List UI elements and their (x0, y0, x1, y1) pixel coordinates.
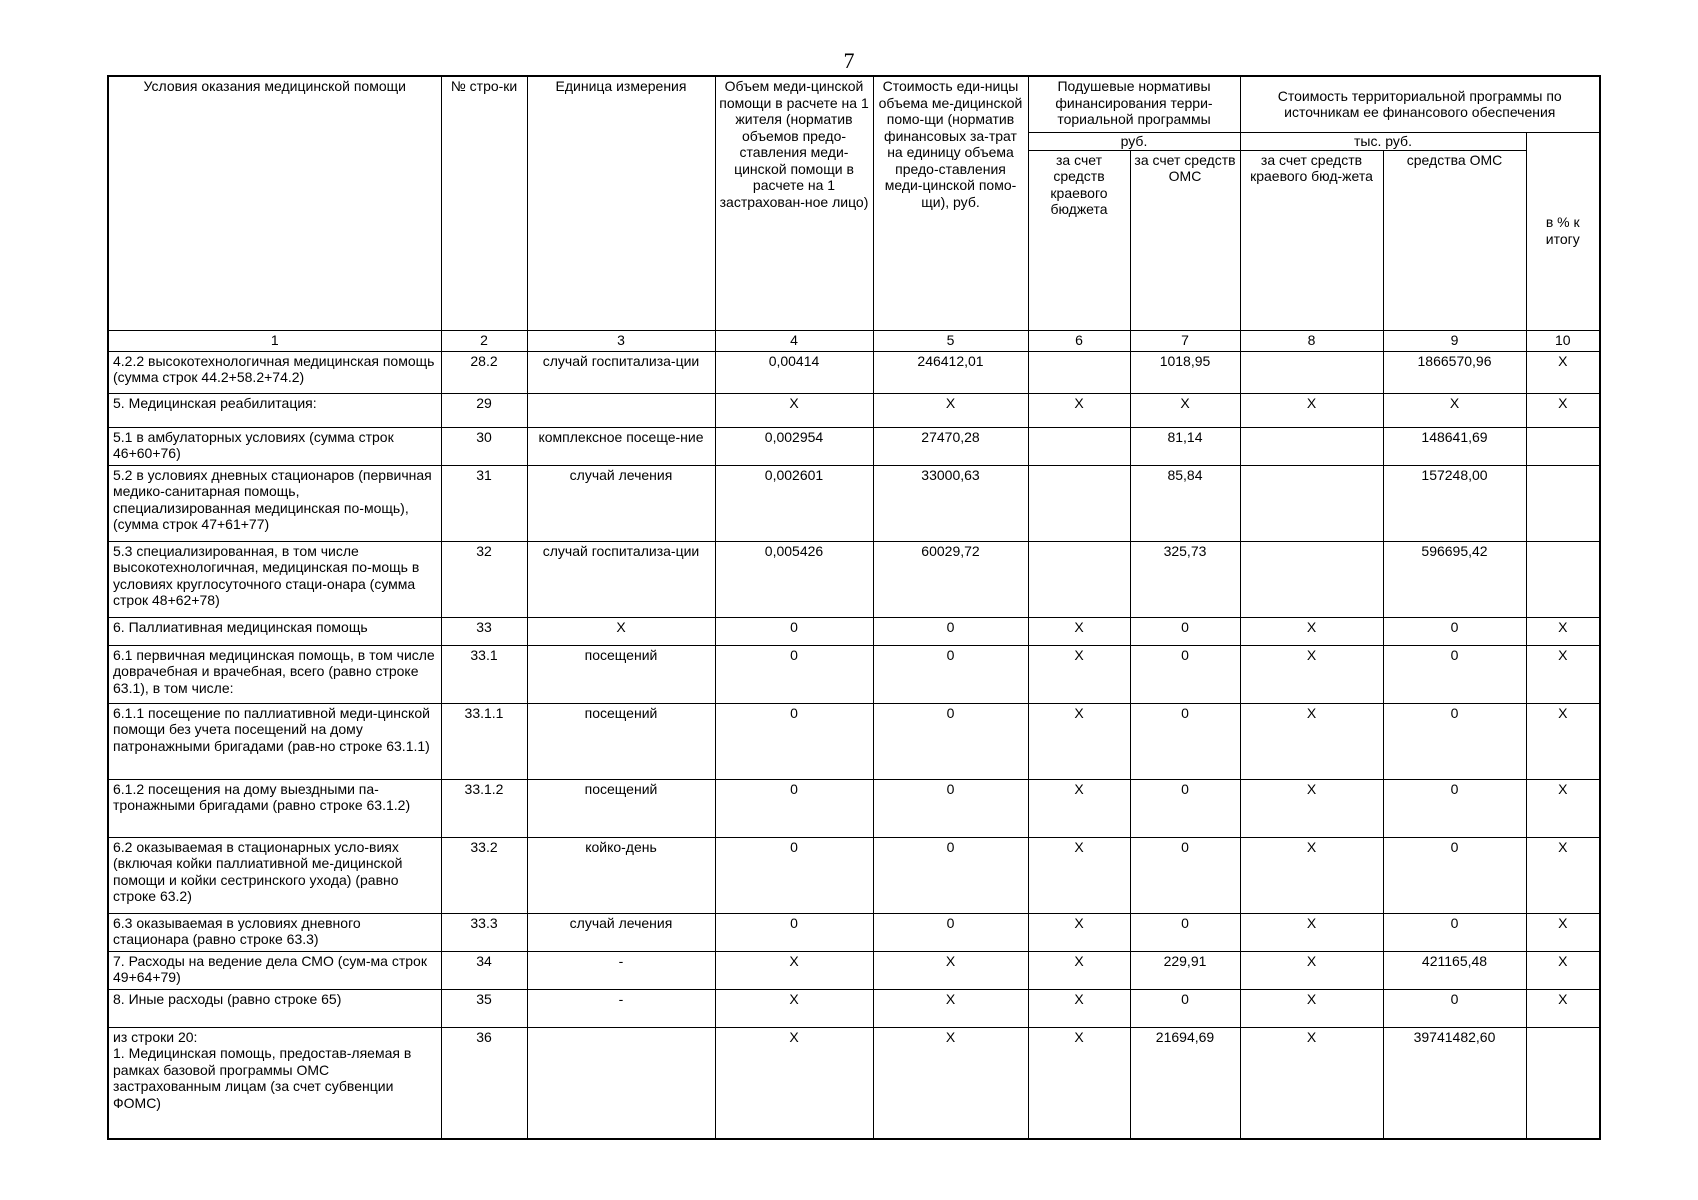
column-number: 5 (873, 330, 1028, 351)
table-row (108, 989, 1600, 1027)
row-line-number: 34 (441, 951, 527, 989)
table-row (108, 1027, 1600, 1139)
row-regional-thous: Х (1240, 951, 1383, 989)
row-unit: случай госпитализа-ции (527, 351, 715, 393)
column-number: 9 (1383, 330, 1526, 351)
header-volume: Объем меди-цинской помощи в расчете на 1 жителя (норматив объемов предо-ставления меди-цинской помощи в расчете на 1 застрахован-ное лицо) (715, 76, 873, 330)
table-row (108, 645, 1600, 703)
header-unit-thous-rub: тыс. руб. (1240, 132, 1526, 150)
column-number: 8 (1240, 330, 1383, 351)
row-oms-thous: 148641,69 (1383, 427, 1526, 465)
row-oms-rub: 325,73 (1130, 541, 1240, 617)
header-line-number: № стро-ки (441, 76, 527, 330)
row-description: 4.2.2 высокотехнологичная медицинская помощь (сумма строк 44.2+58.2+74.2) (108, 351, 441, 393)
row-regional-thous: Х (1240, 703, 1383, 779)
row-line-number: 32 (441, 541, 527, 617)
row-percent (1526, 427, 1600, 465)
row-oms-thous: 0 (1383, 645, 1526, 703)
row-oms-thous: 0 (1383, 913, 1526, 951)
row-regional-thous (1240, 465, 1383, 541)
table-row (108, 427, 1600, 465)
column-number: 2 (441, 330, 527, 351)
row-volume: Х (715, 1027, 873, 1139)
row-description: 6.1.2 посещения на дому выездными па-тронажными бригадами (равно строке 63.1.2) (108, 779, 441, 837)
row-line-number: 31 (441, 465, 527, 541)
row-unit-cost: Х (873, 393, 1028, 427)
row-regional-thous: Х (1240, 617, 1383, 645)
header-unit-cost: Стоимость еди-ницы объема ме-дицинской помо-щи (норматив финансовых за-трат на единицу объема предо-ставления меди-цинской помо-щи), руб. (873, 76, 1028, 330)
row-regional-thous (1240, 541, 1383, 617)
row-description-lead: из строки 20: (113, 1028, 198, 1045)
row-oms-rub: 0 (1130, 913, 1240, 951)
row-oms-thous: 0 (1383, 989, 1526, 1027)
table-row (108, 617, 1600, 645)
row-description: 5. Медицинская реабилитация: (108, 393, 441, 427)
row-regional-rub: Х (1028, 703, 1130, 779)
row-description: 5.2 в условиях дневных стационаров (первичная медико-санитарная помощь, специализированная медицинская по-мощь), (сумма строк 47+61+77) (108, 465, 441, 541)
row-regional-thous: Х (1240, 779, 1383, 837)
row-line-number: 33.2 (441, 837, 527, 913)
row-regional-rub (1028, 351, 1130, 393)
row-unit-cost: Х (873, 951, 1028, 989)
row-oms-thous: 0 (1383, 837, 1526, 913)
header-oms-thous: средства ОМС (1383, 150, 1526, 330)
row-line-number: 30 (441, 427, 527, 465)
header-per-capita-group: Подушевые нормативы финансирования терри-ториальной программы (1028, 76, 1240, 132)
header-percent-of-total: в % к итогу (1526, 132, 1600, 330)
row-oms-rub: 21694,69 (1130, 1027, 1240, 1139)
row-description: 6.3 оказываемая в условиях дневного стационара (равно строке 63.3) (108, 913, 441, 951)
row-regional-rub (1028, 427, 1130, 465)
row-description: 6.1 первичная медицинская помощь, в том числе доврачебная и врачебная, всего (равно строке 63.1), в том числе: (108, 645, 441, 703)
row-unit: случай лечения (527, 465, 715, 541)
row-percent: Х (1526, 779, 1600, 837)
row-line-number: 33.3 (441, 913, 527, 951)
row-unit: - (527, 989, 715, 1027)
row-volume: 0 (715, 617, 873, 645)
row-unit-cost: 246412,01 (873, 351, 1028, 393)
row-regional-rub (1028, 541, 1130, 617)
column-number: 1 (108, 330, 441, 351)
row-oms-thous: Х (1383, 393, 1526, 427)
row-oms-rub: 81,14 (1130, 427, 1240, 465)
row-line-number: 29 (441, 393, 527, 427)
header-regional-budget-rub: за счет средств краевого бюджета (1028, 150, 1130, 330)
row-regional-thous: Х (1240, 913, 1383, 951)
row-oms-rub: 0 (1130, 989, 1240, 1027)
row-regional-rub: Х (1028, 779, 1130, 837)
row-volume: 0 (715, 779, 873, 837)
row-line-number: 33.1.1 (441, 703, 527, 779)
table-row (108, 779, 1600, 837)
column-number: 7 (1130, 330, 1240, 351)
row-regional-rub: Х (1028, 837, 1130, 913)
row-unit-cost: Х (873, 989, 1028, 1027)
territorial-program-table (107, 75, 1601, 1140)
row-regional-thous: Х (1240, 645, 1383, 703)
row-volume: 0 (715, 703, 873, 779)
row-regional-rub: Х (1028, 617, 1130, 645)
table-row (108, 837, 1600, 913)
table-row (108, 393, 1600, 427)
row-regional-thous: Х (1240, 393, 1383, 427)
table-row (108, 351, 1600, 393)
row-line-number: 36 (441, 1027, 527, 1139)
row-regional-rub: Х (1028, 645, 1130, 703)
row-oms-thous: 596695,42 (1383, 541, 1526, 617)
header-unit-rub: руб. (1028, 132, 1240, 150)
column-number: 10 (1526, 330, 1600, 351)
row-oms-thous: 39741482,60 (1383, 1027, 1526, 1139)
row-oms-thous: 0 (1383, 617, 1526, 645)
row-regional-rub: Х (1028, 913, 1130, 951)
row-unit: Х (527, 617, 715, 645)
row-description (108, 1027, 441, 1139)
row-regional-thous (1240, 351, 1383, 393)
row-unit: посещений (527, 645, 715, 703)
row-unit: посещений (527, 779, 715, 837)
row-volume: Х (715, 951, 873, 989)
row-description: 5.1 в амбулаторных условиях (сумма строк 46+60+76) (108, 427, 441, 465)
row-unit-cost: Х (873, 1027, 1028, 1139)
row-regional-thous (1240, 427, 1383, 465)
row-percent: Х (1526, 989, 1600, 1027)
row-oms-thous: 421165,48 (1383, 951, 1526, 989)
row-percent: Х (1526, 913, 1600, 951)
row-percent: Х (1526, 645, 1600, 703)
row-description: 8. Иные расходы (равно строке 65) (108, 989, 441, 1027)
row-line-number: 33 (441, 617, 527, 645)
row-oms-thous: 0 (1383, 779, 1526, 837)
row-unit: койко-день (527, 837, 715, 913)
row-line-number: 33.1 (441, 645, 527, 703)
row-percent: Х (1526, 393, 1600, 427)
column-number: 4 (715, 330, 873, 351)
row-description-text: 1. Медицинская помощь, предостав-ляемая в рамках базовой программы ОМС застрахованным лицам (за счет субвенции ФОМС) (113, 1045, 412, 1111)
header-conditions: Условия оказания медицинской помощи (108, 76, 441, 330)
row-description: 7. Расходы на ведение дела СМО (сум-ма строк 49+64+79) (108, 951, 441, 989)
row-description: 5.3 специализированная, в том числе высокотехнологичная, медицинская по-мощь в условиях круглосуточного стаци-онара (сумма строк 48+62+78) (108, 541, 441, 617)
row-unit-cost: 0 (873, 913, 1028, 951)
row-description: 6.1.1 посещение по паллиативной меди-цинской помощи без учета посещений на дому патронажными бригадами (рав-но строке 63.1.1) (108, 703, 441, 779)
column-number: 6 (1028, 330, 1130, 351)
table-row (108, 541, 1600, 617)
row-unit-cost: 0 (873, 779, 1028, 837)
header-oms-rub: за счет средств ОМС (1130, 150, 1240, 330)
row-volume: 0,002954 (715, 427, 873, 465)
row-oms-rub: 0 (1130, 645, 1240, 703)
row-oms-thous: 0 (1383, 703, 1526, 779)
column-number-row (108, 330, 1600, 351)
row-volume: 0,00414 (715, 351, 873, 393)
row-regional-thous: Х (1240, 837, 1383, 913)
row-oms-thous: 157248,00 (1383, 465, 1526, 541)
table-row (108, 465, 1600, 541)
row-unit (527, 393, 715, 427)
row-oms-rub: 0 (1130, 617, 1240, 645)
row-regional-thous: Х (1240, 989, 1383, 1027)
header-program-cost-group: Стоимость территориальной программы по источникам ее финансового обеспечения (1240, 76, 1600, 132)
row-percent (1526, 465, 1600, 541)
row-unit-cost: 0 (873, 703, 1028, 779)
row-oms-rub: 0 (1130, 779, 1240, 837)
row-volume: 0 (715, 913, 873, 951)
row-regional-rub: Х (1028, 393, 1130, 427)
row-oms-rub: 85,84 (1130, 465, 1240, 541)
column-number: 3 (527, 330, 715, 351)
row-unit-cost: 60029,72 (873, 541, 1028, 617)
row-line-number: 35 (441, 989, 527, 1027)
row-oms-rub: 0 (1130, 837, 1240, 913)
row-unit: комплексное посеще-ние (527, 427, 715, 465)
row-percent (1526, 541, 1600, 617)
row-percent: Х (1526, 951, 1600, 989)
row-unit: - (527, 951, 715, 989)
row-percent: Х (1526, 837, 1600, 913)
row-volume: 0 (715, 645, 873, 703)
row-volume: 0,002601 (715, 465, 873, 541)
row-regional-rub (1028, 465, 1130, 541)
row-oms-thous: 1866570,96 (1383, 351, 1526, 393)
header-regional-budget-thous: за счет средств краевого бюд-жета (1240, 150, 1383, 330)
row-line-number: 33.1.2 (441, 779, 527, 837)
row-unit-cost: 0 (873, 837, 1028, 913)
row-volume: 0 (715, 837, 873, 913)
row-percent: Х (1526, 703, 1600, 779)
row-regional-rub: Х (1028, 951, 1130, 989)
row-oms-rub: 1018,95 (1130, 351, 1240, 393)
row-unit: случай лечения (527, 913, 715, 951)
row-unit-cost: 33000,63 (873, 465, 1028, 541)
row-oms-rub: Х (1130, 393, 1240, 427)
page-number: 7 (843, 48, 855, 73)
table-row (108, 913, 1600, 951)
header-unit: Единица измерения (527, 76, 715, 330)
table-row (108, 951, 1600, 989)
row-percent: Х (1526, 351, 1600, 393)
row-volume: 0,005426 (715, 541, 873, 617)
row-unit-cost: 0 (873, 645, 1028, 703)
row-unit: посещений (527, 703, 715, 779)
row-oms-rub: 0 (1130, 703, 1240, 779)
row-volume: Х (715, 989, 873, 1027)
row-percent: Х (1526, 617, 1600, 645)
row-unit: случай госпитализа-ции (527, 541, 715, 617)
row-unit-cost: 0 (873, 617, 1028, 645)
row-percent (1526, 1027, 1600, 1139)
row-line-number: 28.2 (441, 351, 527, 393)
table-row (108, 703, 1600, 779)
row-regional-thous: Х (1240, 1027, 1383, 1139)
row-description: 6. Паллиативная медицинская помощь (108, 617, 441, 645)
row-volume: Х (715, 393, 873, 427)
row-regional-rub: Х (1028, 1027, 1130, 1139)
row-description: 6.2 оказываемая в стационарных усло-виях (включая койки паллиативной ме-дицинской помощи и койки сестринского ухода) (равно строке 63.2) (108, 837, 441, 913)
row-regional-rub: Х (1028, 989, 1130, 1027)
row-unit (527, 1027, 715, 1139)
row-oms-rub: 229,91 (1130, 951, 1240, 989)
row-unit-cost: 27470,28 (873, 427, 1028, 465)
